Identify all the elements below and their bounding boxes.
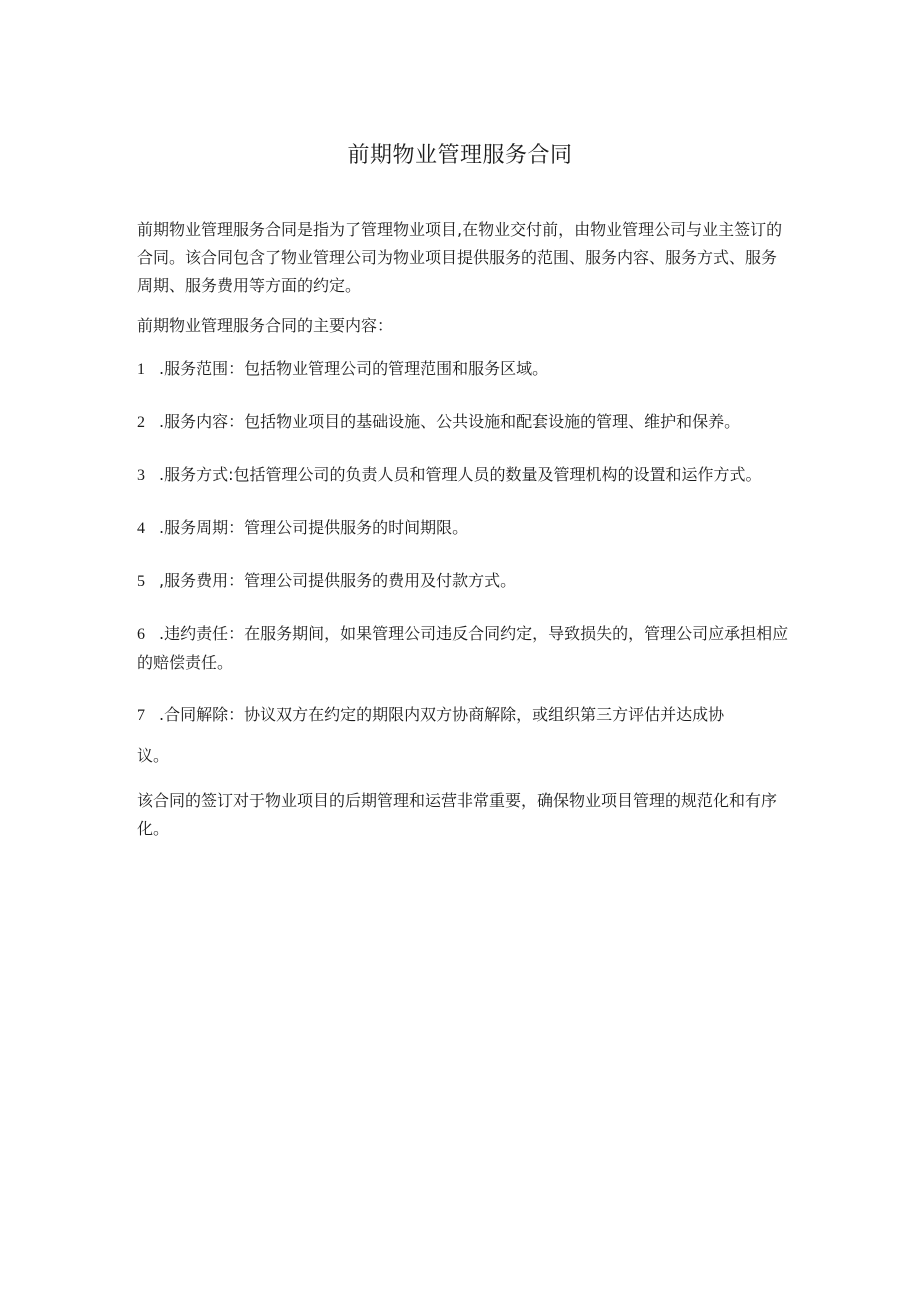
item-text: .服务范围：包括物业管理公司的管理范围和服务区域。: [159, 359, 549, 378]
document-title: 前期物业管理服务合同: [347, 143, 573, 168]
item-number: 7: [137, 707, 145, 724]
item-number: 5: [137, 573, 145, 590]
item-text: 议。: [137, 746, 170, 765]
lead-paragraph: 前期物业管理服务合同的主要内容：: [137, 316, 394, 335]
item-number: 1: [137, 361, 145, 378]
item-text: .服务方式:包括管理公司的负责人员和管理人员的数量及管理机构的设置和运作方式。: [159, 465, 762, 484]
item-text: .违约责任：在服务期间，如果管理公司违反合同约定，导致损失的，管理公司应承担相应的赔偿责任。: [137, 624, 789, 672]
item-text: .合同解除：协议双方在约定的期限内双方协商解除，或组织第三方评估并达成协: [159, 705, 725, 724]
document-body: [137, 216, 792, 843]
list-item: [137, 514, 792, 543]
list-item: [137, 408, 792, 437]
list-item-continuation: [137, 742, 792, 770]
item-text: .服务内容：包括物业项目的基础设施、公共设施和配套设施的管理、维护和保养。: [159, 412, 741, 431]
item-text: .服务周期：管理公司提供服务的时间期限。: [159, 518, 469, 537]
list-item: [137, 461, 792, 490]
list-item: [137, 355, 792, 384]
item-text: ,服务费用：管理公司提供服务的费用及付款方式。: [159, 571, 517, 590]
list-item: [137, 567, 792, 596]
item-number: 4: [137, 520, 145, 537]
item-number: 6: [137, 626, 145, 643]
conclusion-paragraph: 该合同的签订对于物业项目的后期管理和运营非常重要，确保物业项目管理的规范化和有序化。: [137, 791, 778, 838]
intro-paragraph: 前期物业管理服务合同是指为了管理物业项目,在物业交付前，由物业管理公司与业主签订的合同。该合同包含了物业管理公司为物业项目提供服务的范围、服务内容、服务方式、服务周期、服务费用等方面的约定。: [137, 220, 783, 295]
item-number: 3: [137, 467, 145, 484]
list-item: [137, 620, 792, 677]
list-item: [137, 701, 792, 730]
item-number: 2: [137, 414, 145, 431]
